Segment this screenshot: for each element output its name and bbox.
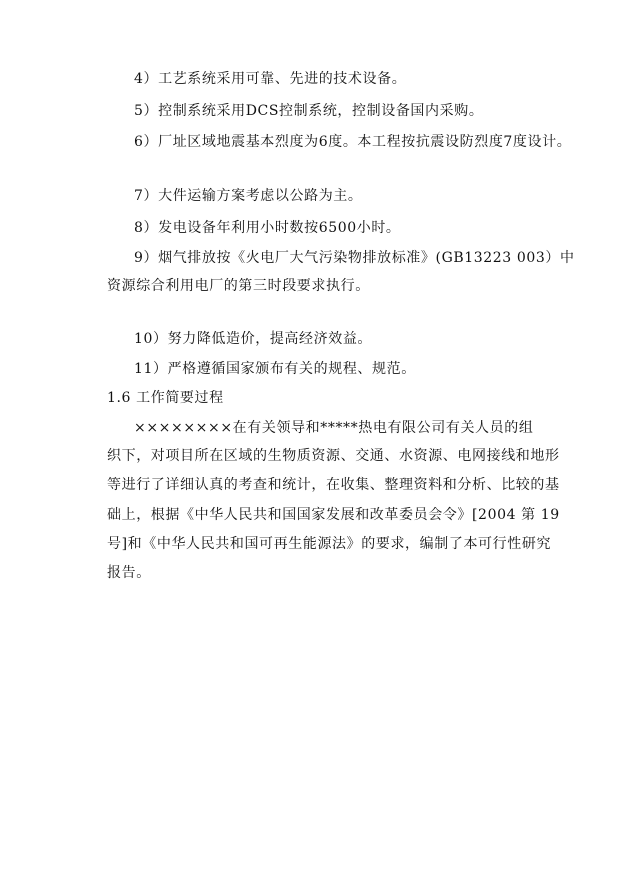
- list-item-9-continued: 资源综合利用电厂的第三时段要求执行。: [107, 278, 370, 294]
- paragraph-line: ××××××××在有关领导和*****热电有限公司有关人员的组: [134, 420, 534, 436]
- list-item-5: 5）控制系统采用DCS控制系统，控制设备国内采购。: [134, 103, 484, 119]
- section-heading: 1.6 工作简要过程: [107, 390, 224, 406]
- paragraph-line: 号]和《中华人民共和国可再生能源法》的要求，编制了本可行性研究: [107, 536, 552, 552]
- list-item-11: 11）严格遵循国家颁布有关的规程、规范。: [134, 361, 416, 377]
- paragraph-line: 础上，根据《中华人民共和国国家发展和改革委员会令》[2004 第 19: [107, 507, 560, 523]
- list-item-8: 8）发电设备年利用小时数按6500小时。: [134, 220, 401, 236]
- paragraph-line: 报告。: [107, 565, 151, 581]
- list-item-9: 9）烟气排放按《火电厂大气污染物排放标准》(GB13223 003）中: [134, 250, 575, 266]
- paragraph-line: 等进行了详细认真的考查和统计，在收集、整理资料和分析、比较的基: [107, 477, 560, 493]
- list-item-6: 6）厂址区域地震基本烈度为6度。本工程按抗震设防烈度7度设计。: [134, 134, 572, 150]
- list-item-7: 7）大件运输方案考虑以公路为主。: [134, 188, 363, 204]
- list-item-10: 10）努力降低造价，提高经济效益。: [134, 331, 373, 347]
- list-item-4: 4）工艺系统采用可靠、先进的技术设备。: [134, 71, 407, 87]
- paragraph-line: 织下，对项目所在区域的生物质资源、交通、水资源、电网接线和地形: [107, 448, 560, 464]
